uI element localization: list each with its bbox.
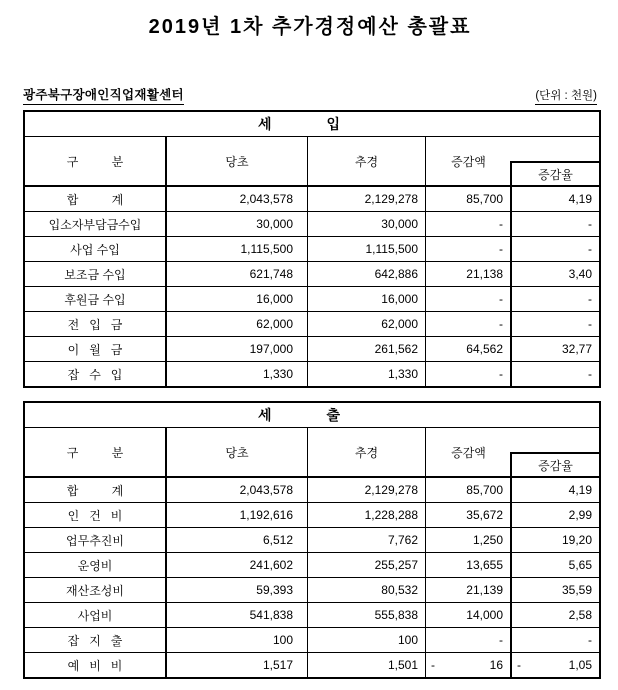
- table-cell: 7,762: [307, 528, 425, 552]
- table-cell: -: [425, 312, 510, 336]
- table-row: [25, 311, 599, 336]
- negative-value: 16: [489, 658, 503, 672]
- col-header-category: 구 분: [66, 154, 124, 169]
- section-title-char: 입: [326, 116, 341, 132]
- table-cell: -: [425, 212, 510, 236]
- row-category-cell: 합 계: [66, 192, 124, 207]
- table-cell: 1,250: [425, 528, 510, 552]
- table-cell: -: [425, 237, 510, 261]
- table-cell: 100: [165, 628, 307, 652]
- section-title-char: 세: [257, 407, 272, 423]
- table-cell: 2,58: [510, 603, 599, 627]
- col-header-change-rate: 증감율: [510, 452, 599, 476]
- table-section-title: [12, 112, 586, 136]
- table-cell: -: [425, 362, 510, 386]
- table-cell: 2,129,278: [307, 187, 425, 211]
- table-row: [25, 478, 599, 502]
- table-row: [25, 627, 599, 652]
- table-cell: 255,257: [307, 553, 425, 577]
- negative-sign: -: [431, 658, 435, 672]
- table-cell: -: [510, 212, 599, 236]
- table-row: [25, 602, 599, 627]
- negative-value: 1,05: [568, 658, 592, 672]
- table-cell: -: [425, 628, 510, 652]
- table-row: [25, 336, 599, 361]
- col-header-revised: 추경: [307, 428, 425, 476]
- table-cell: 62,000: [165, 312, 307, 336]
- table-cell: 35,59: [510, 578, 599, 602]
- row-category-cell: 보조금 수입: [64, 267, 126, 282]
- table-cell: 64,562: [425, 337, 510, 361]
- row-category-cell: 사업 수입: [70, 242, 120, 257]
- col-header-change-rate: 증감율: [510, 161, 599, 185]
- table-row: [25, 286, 599, 311]
- table-cell: 2,043,578: [165, 478, 307, 502]
- table-cell: 30,000: [307, 212, 425, 236]
- row-category-cell: 잡 지 출: [67, 633, 123, 648]
- col-header-change-group: [425, 137, 599, 185]
- table-cell: 1,192,616: [165, 503, 307, 527]
- table-cell: 32,77: [510, 337, 599, 361]
- table-cell: 1,501: [307, 653, 425, 677]
- col-header-change-amount: 증감액: [451, 445, 486, 460]
- table-cell: 13,655: [425, 553, 510, 577]
- column-header-row: [25, 137, 599, 187]
- table-cell: -: [510, 312, 599, 336]
- page-title: 2019년 1차 추가경정예산 총괄표: [148, 16, 472, 38]
- table-cell: -: [510, 287, 599, 311]
- section-title-char: 세: [257, 116, 272, 132]
- row-category-cell: 예 비 비: [67, 658, 123, 673]
- table-section-title: [12, 403, 586, 427]
- table-cell: 2,043,578: [165, 187, 307, 211]
- table-cell: 85,700: [425, 478, 510, 502]
- column-header-row: [25, 428, 599, 478]
- table-cell: 1,115,500: [307, 237, 425, 261]
- table-row: [25, 577, 599, 602]
- col-header-change-amount: 증감액: [451, 154, 486, 169]
- table-section-row: [25, 112, 599, 137]
- row-category-cell: 업무추진비: [66, 533, 124, 548]
- table-row: [25, 261, 599, 286]
- negative-sign: -: [517, 658, 521, 672]
- row-category-cell: 합 계: [66, 483, 124, 498]
- table-cell: -: [510, 362, 599, 386]
- revenue-table: [23, 110, 601, 388]
- table-cell: 4,19: [510, 187, 599, 211]
- table-row: [25, 502, 599, 527]
- table-cell: 5,65: [510, 553, 599, 577]
- table-spacer: [23, 388, 597, 401]
- table-cell: 1,330: [165, 362, 307, 386]
- row-category-cell: 전 입 금: [67, 317, 123, 332]
- table-cell: 6,512: [165, 528, 307, 552]
- table-cell: 541,838: [165, 603, 307, 627]
- table-cell: 2,99: [510, 503, 599, 527]
- table-row: [25, 211, 599, 236]
- unit-label: (단위 : 천원): [535, 87, 597, 105]
- table-cell: 2,129,278: [307, 478, 425, 502]
- table-cell: 4,19: [510, 478, 599, 502]
- table-cell: 621,748: [165, 262, 307, 286]
- table-row: [25, 527, 599, 552]
- table-cell: 30,000: [165, 212, 307, 236]
- table-cell: 80,532: [307, 578, 425, 602]
- table-cell: 197,000: [165, 337, 307, 361]
- col-header-initial: 당초: [165, 137, 307, 185]
- row-category-cell: 인 건 비: [67, 508, 123, 523]
- section-title-char: 출: [326, 407, 341, 423]
- table-row: [25, 187, 599, 211]
- table-cell: 642,886: [307, 262, 425, 286]
- table-row: [25, 236, 599, 261]
- table-cell: 21,138: [425, 262, 510, 286]
- table-cell: -: [510, 237, 599, 261]
- meta-row: [23, 85, 597, 105]
- table-cell: 1,228,288: [307, 503, 425, 527]
- table-cell: 35,672: [425, 503, 510, 527]
- table-row: [25, 652, 599, 677]
- row-category-cell: 이 월 금: [67, 342, 123, 357]
- table-cell: 19,20: [510, 528, 599, 552]
- table-cell: 62,000: [307, 312, 425, 336]
- table-row: [25, 361, 599, 386]
- table-row: [25, 552, 599, 577]
- table-cell-negative: [510, 653, 599, 677]
- table-cell: 1,330: [307, 362, 425, 386]
- table-cell: 555,838: [307, 603, 425, 627]
- row-category-cell: 재산조성비: [66, 583, 124, 598]
- table-cell: 1,115,500: [165, 237, 307, 261]
- table-cell: 21,139: [425, 578, 510, 602]
- table-cell: -: [510, 628, 599, 652]
- expenditure-table: [23, 401, 601, 679]
- table-cell: 241,602: [165, 553, 307, 577]
- col-header-revised: 추경: [307, 137, 425, 185]
- col-header-category: 구 분: [66, 445, 124, 460]
- row-category-cell: 잡 수 입: [67, 367, 123, 382]
- table-cell: 14,000: [425, 603, 510, 627]
- table-cell: 1,517: [165, 653, 307, 677]
- table-cell-negative: [425, 653, 510, 677]
- table-cell: 59,393: [165, 578, 307, 602]
- table-cell: -: [425, 287, 510, 311]
- row-category-cell: 사업비: [77, 608, 113, 623]
- row-category-cell: 후원금 수입: [64, 292, 126, 307]
- table-cell: 16,000: [165, 287, 307, 311]
- table-cell: 16,000: [307, 287, 425, 311]
- table-cell: 85,700: [425, 187, 510, 211]
- table-section-row: [25, 403, 599, 428]
- organization-name: 광주북구장애인직업재활센터: [23, 85, 184, 105]
- table-cell: 261,562: [307, 337, 425, 361]
- table-cell: 3,40: [510, 262, 599, 286]
- col-header-initial: 당초: [165, 428, 307, 476]
- col-header-change-group: [425, 428, 599, 476]
- row-category-cell: 입소자부담금수입: [48, 217, 142, 232]
- row-category-cell: 운영비: [77, 558, 113, 573]
- table-cell: 100: [307, 628, 425, 652]
